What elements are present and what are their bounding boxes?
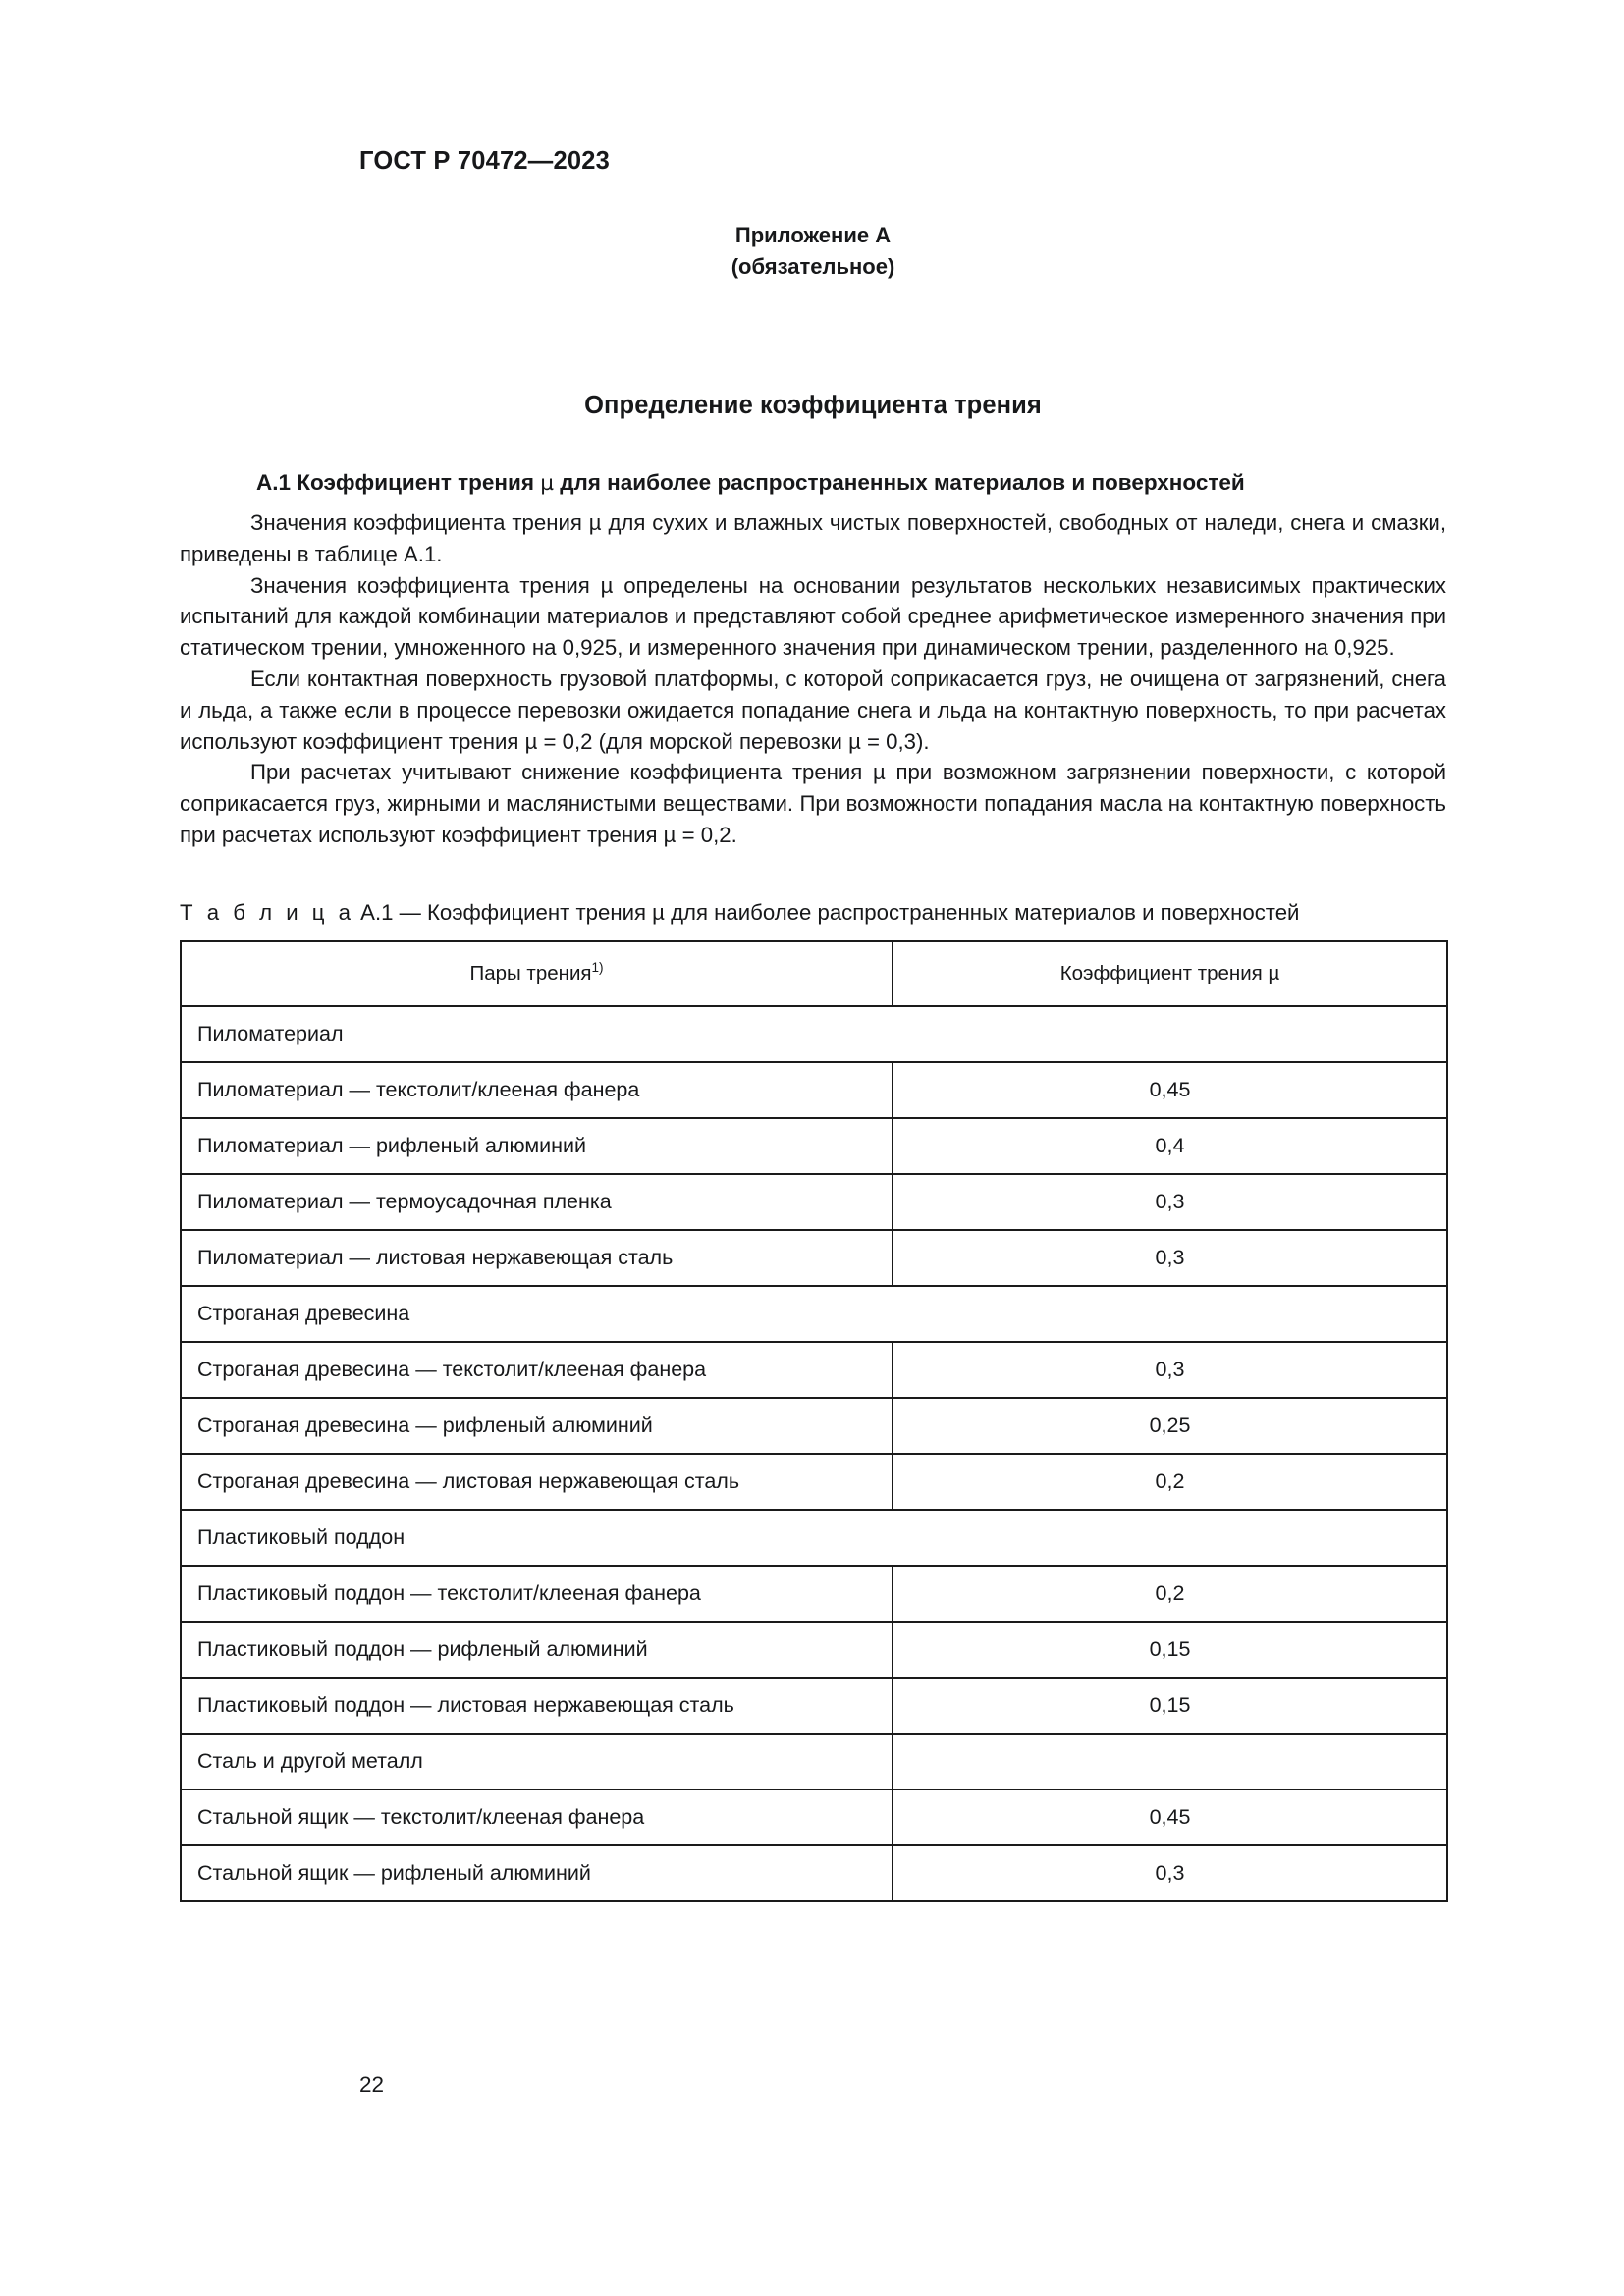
footnote-marker: 1) (591, 960, 604, 976)
table-row (181, 1678, 1447, 1734)
friction-coefficient-value: 0,45 (893, 1062, 1447, 1118)
friction-pair-label: Пластиковый поддон — рифленый алюминий (181, 1622, 893, 1678)
mu-symbol: µ (540, 471, 554, 496)
friction-coefficient-value: 0,3 (893, 1230, 1447, 1286)
friction-coefficient-value: 0,2 (893, 1566, 1447, 1622)
friction-coefficient-value: 0,3 (893, 1174, 1447, 1230)
table-row (181, 1118, 1447, 1174)
annex-label: Приложение А (734, 223, 892, 247)
paragraph-2: Значения коэффициента трения µ определены на основании результатов нескольких независимых практических испытаний для каждой комбинации материалов и представляют собой среднее арифметическое измеренного значения при статическом трении, умноженного на 0,925, и измеренного значения при динамическом трении, разделенного на 0,925. (180, 572, 1446, 661)
friction-coefficient-value: 0,45 (893, 1789, 1447, 1845)
table-caption-prefix: Т а б л и ц а (180, 900, 354, 925)
material-group-label: Строганая древесина (181, 1286, 1447, 1342)
table-row (181, 1398, 1447, 1454)
running-header: ГОСТ Р 70472—2023 (359, 147, 611, 175)
paragraph-4: При расчетах учитывают снижение коэффициента трения µ при возможном загрязнении поверхности, с которой соприкасается груз, жирными и маслянистыми веществами. При возможности попадания масла на контактную поверхность при расчетах используют коэффициент трения µ = 0,2. (180, 760, 1446, 847)
table-row (181, 1174, 1447, 1230)
friction-pair-label: Сталь и другой металл (181, 1734, 893, 1789)
material-group-label: Пиломатериал (181, 1006, 1447, 1062)
table-caption (180, 898, 1446, 928)
annex-designation (180, 220, 1446, 283)
table-body (181, 1006, 1447, 1901)
friction-pair-label: Пиломатериал — рифленый алюминий (181, 1118, 893, 1174)
clause-heading-end: для наиболее распространенных материалов и поверхностей (553, 470, 1245, 495)
table-row (181, 1230, 1447, 1286)
column-header-coefficient: Коэффициент трения µ (893, 941, 1447, 1006)
friction-coefficient-value: 0,4 (893, 1118, 1447, 1174)
table-row (181, 1789, 1447, 1845)
table-group-row (181, 1286, 1447, 1342)
clause-heading (180, 468, 1446, 499)
friction-pair-label: Пиломатериал — листовая нержавеющая сталь (181, 1230, 893, 1286)
annex-status: (обязательное) (731, 254, 895, 279)
clause-heading-start: А.1 Коэффициент трения (256, 470, 541, 495)
table-group-row (181, 1006, 1447, 1062)
friction-coefficient-value: 0,15 (893, 1678, 1447, 1734)
annex-title: Определение коэффициента трения (584, 392, 1042, 419)
friction-coefficient-value: 0,3 (893, 1342, 1447, 1398)
friction-coefficient-value: 0,25 (893, 1398, 1447, 1454)
table-row (181, 1845, 1447, 1901)
friction-coefficient-table (180, 940, 1448, 1902)
table-caption-rest: А.1 — Коэффициент трения µ для наиболее распространенных материалов и поверхностей (353, 900, 1300, 925)
material-group-label: Пластиковый поддон (181, 1510, 1447, 1566)
column-header-friction-pairs-label: Пары трения (469, 962, 592, 985)
friction-coefficient-value: 0,15 (893, 1622, 1447, 1678)
table-header-row (181, 941, 1447, 1006)
column-header-friction-pairs (181, 941, 893, 1006)
friction-pair-label: Пластиковый поддон — текстолит/клееная фанера (181, 1566, 893, 1622)
friction-pair-label: Стальной ящик — рифленый алюминий (181, 1845, 893, 1901)
table-row (181, 1342, 1447, 1398)
friction-pair-label: Строганая древесина — текстолит/клееная фанера (181, 1342, 893, 1398)
table-row (181, 1734, 1447, 1789)
table-row (181, 1566, 1447, 1622)
friction-coefficient-value (893, 1734, 1447, 1789)
friction-coefficient-value: 0,2 (893, 1454, 1447, 1510)
table-header (181, 941, 1447, 1006)
page-number: 22 (359, 2072, 385, 2097)
friction-pair-label: Строганая древесина — рифленый алюминий (181, 1398, 893, 1454)
table-row (181, 1454, 1447, 1510)
friction-pair-label: Пиломатериал — текстолит/клееная фанера (181, 1062, 893, 1118)
paragraph-1: Значения коэффициента трения µ для сухих и влажных чистых поверхностей, свободных от наледи, снега и смазки, приведены в таблице А.1. (180, 510, 1446, 566)
table-group-row (181, 1510, 1447, 1566)
friction-pair-label: Пластиковый поддон — листовая нержавеющая сталь (181, 1678, 893, 1734)
paragraph-3: Если контактная поверхность грузовой платформы, с которой соприкасается груз, не очищена от загрязнений, снега и льда, а также если в процессе перевозки ожидается попадание снега и льда на контактную поверхность, то при расчетах используют коэффициент трения µ = 0,2 (для морской перевозки µ = 0,3). (180, 666, 1446, 754)
body-text-block (180, 507, 1446, 851)
friction-pair-label: Пиломатериал — термоусадочная пленка (181, 1174, 893, 1230)
table-row (181, 1622, 1447, 1678)
table-row (181, 1062, 1447, 1118)
friction-pair-label: Строганая древесина — листовая нержавеющая сталь (181, 1454, 893, 1510)
friction-coefficient-value: 0,3 (893, 1845, 1447, 1901)
friction-pair-label: Стальной ящик — текстолит/клееная фанера (181, 1789, 893, 1845)
